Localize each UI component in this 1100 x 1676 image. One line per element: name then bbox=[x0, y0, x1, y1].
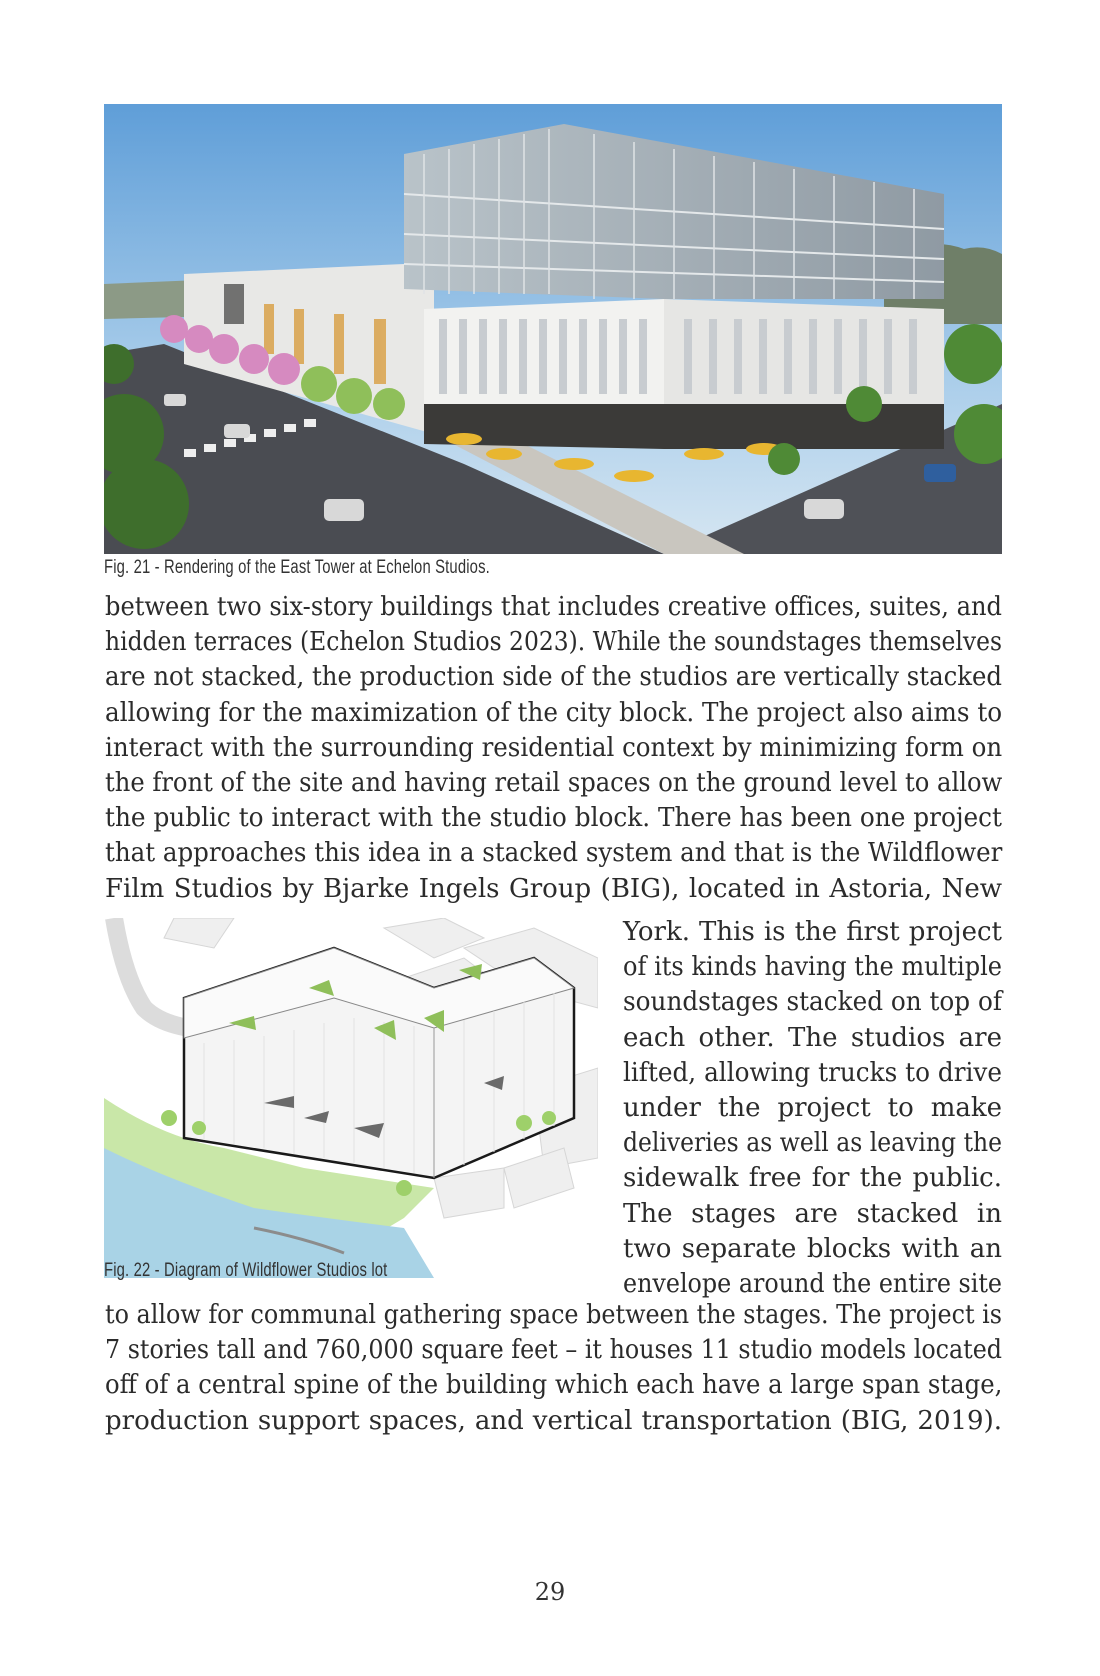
text-line: 7 stories tall and 760,000 square feet – it houses 11 studio models located bbox=[105, 1335, 1002, 1366]
text-line: that approaches this idea in a stacked system and that is the Wildflower bbox=[105, 838, 1003, 869]
text-line: hidden terraces (Echelon Studios 2023). While the soundstages themselves bbox=[105, 627, 1002, 658]
text-line: the front of the site and having retail spaces on the ground level to allow bbox=[105, 768, 1003, 799]
text-line: allowing for the maximization of the city block. The project also aims to bbox=[105, 697, 1003, 728]
text-line: interact with the surrounding residential context by minimizing form on bbox=[105, 732, 1003, 763]
figure-22-diagram bbox=[104, 918, 598, 1278]
body-paragraph-2 bbox=[105, 1298, 1002, 1439]
text-line: off of a central spine of the building which each have a large span stage, bbox=[105, 1370, 1003, 1401]
figure-22-caption: Fig. 22 - Diagram of Wildflower Studios lot bbox=[104, 1260, 388, 1281]
body-side-text bbox=[623, 915, 1002, 1302]
text-line: between two six-story buildings that includes creative offices, suites, and bbox=[105, 592, 1002, 622]
text-line: each other. The studios are bbox=[623, 1022, 1002, 1053]
text-line: production support spaces, and vertical transportation (BIG, 2019). bbox=[105, 1405, 1002, 1436]
figure-21-rendering bbox=[104, 104, 1002, 554]
text-line: sidewalk free for the public. bbox=[623, 1163, 1002, 1194]
text-line: two separate blocks with an bbox=[623, 1233, 1002, 1264]
text-line: are not stacked, the production side of the studios are vertically stacked bbox=[105, 662, 1003, 693]
wildflower-studios-illustration bbox=[104, 918, 598, 1278]
body-paragraph-1 bbox=[105, 590, 1002, 907]
text-line: envelope around the entire site bbox=[623, 1269, 1002, 1300]
figure-21-caption: Fig. 21 - Rendering of the East Tower at Echelon Studios. bbox=[104, 557, 490, 578]
echelon-tower-illustration bbox=[104, 104, 1002, 554]
text-line: soundstages stacked on top of bbox=[623, 987, 1002, 1018]
page-number: 29 bbox=[534, 1578, 566, 1606]
text-line: of its kinds having the multiple bbox=[623, 952, 1002, 983]
text-line: deliveries as well as leaving the bbox=[623, 1128, 1002, 1159]
text-line: lifted, allowing trucks to drive bbox=[623, 1057, 1002, 1088]
text-line: the public to interact with the studio block. There has been one project bbox=[105, 803, 1002, 834]
text-line: Film Studios by Bjarke Ingels Group (BIG), located in Astoria, New bbox=[105, 873, 1002, 904]
text-line: The stages are stacked in bbox=[623, 1198, 1002, 1229]
text-line: York. This is the first project bbox=[623, 917, 1002, 947]
text-line: to allow for communal gathering space between the stages. The project is bbox=[105, 1300, 1002, 1330]
text-line: under the project to make bbox=[623, 1093, 1002, 1124]
